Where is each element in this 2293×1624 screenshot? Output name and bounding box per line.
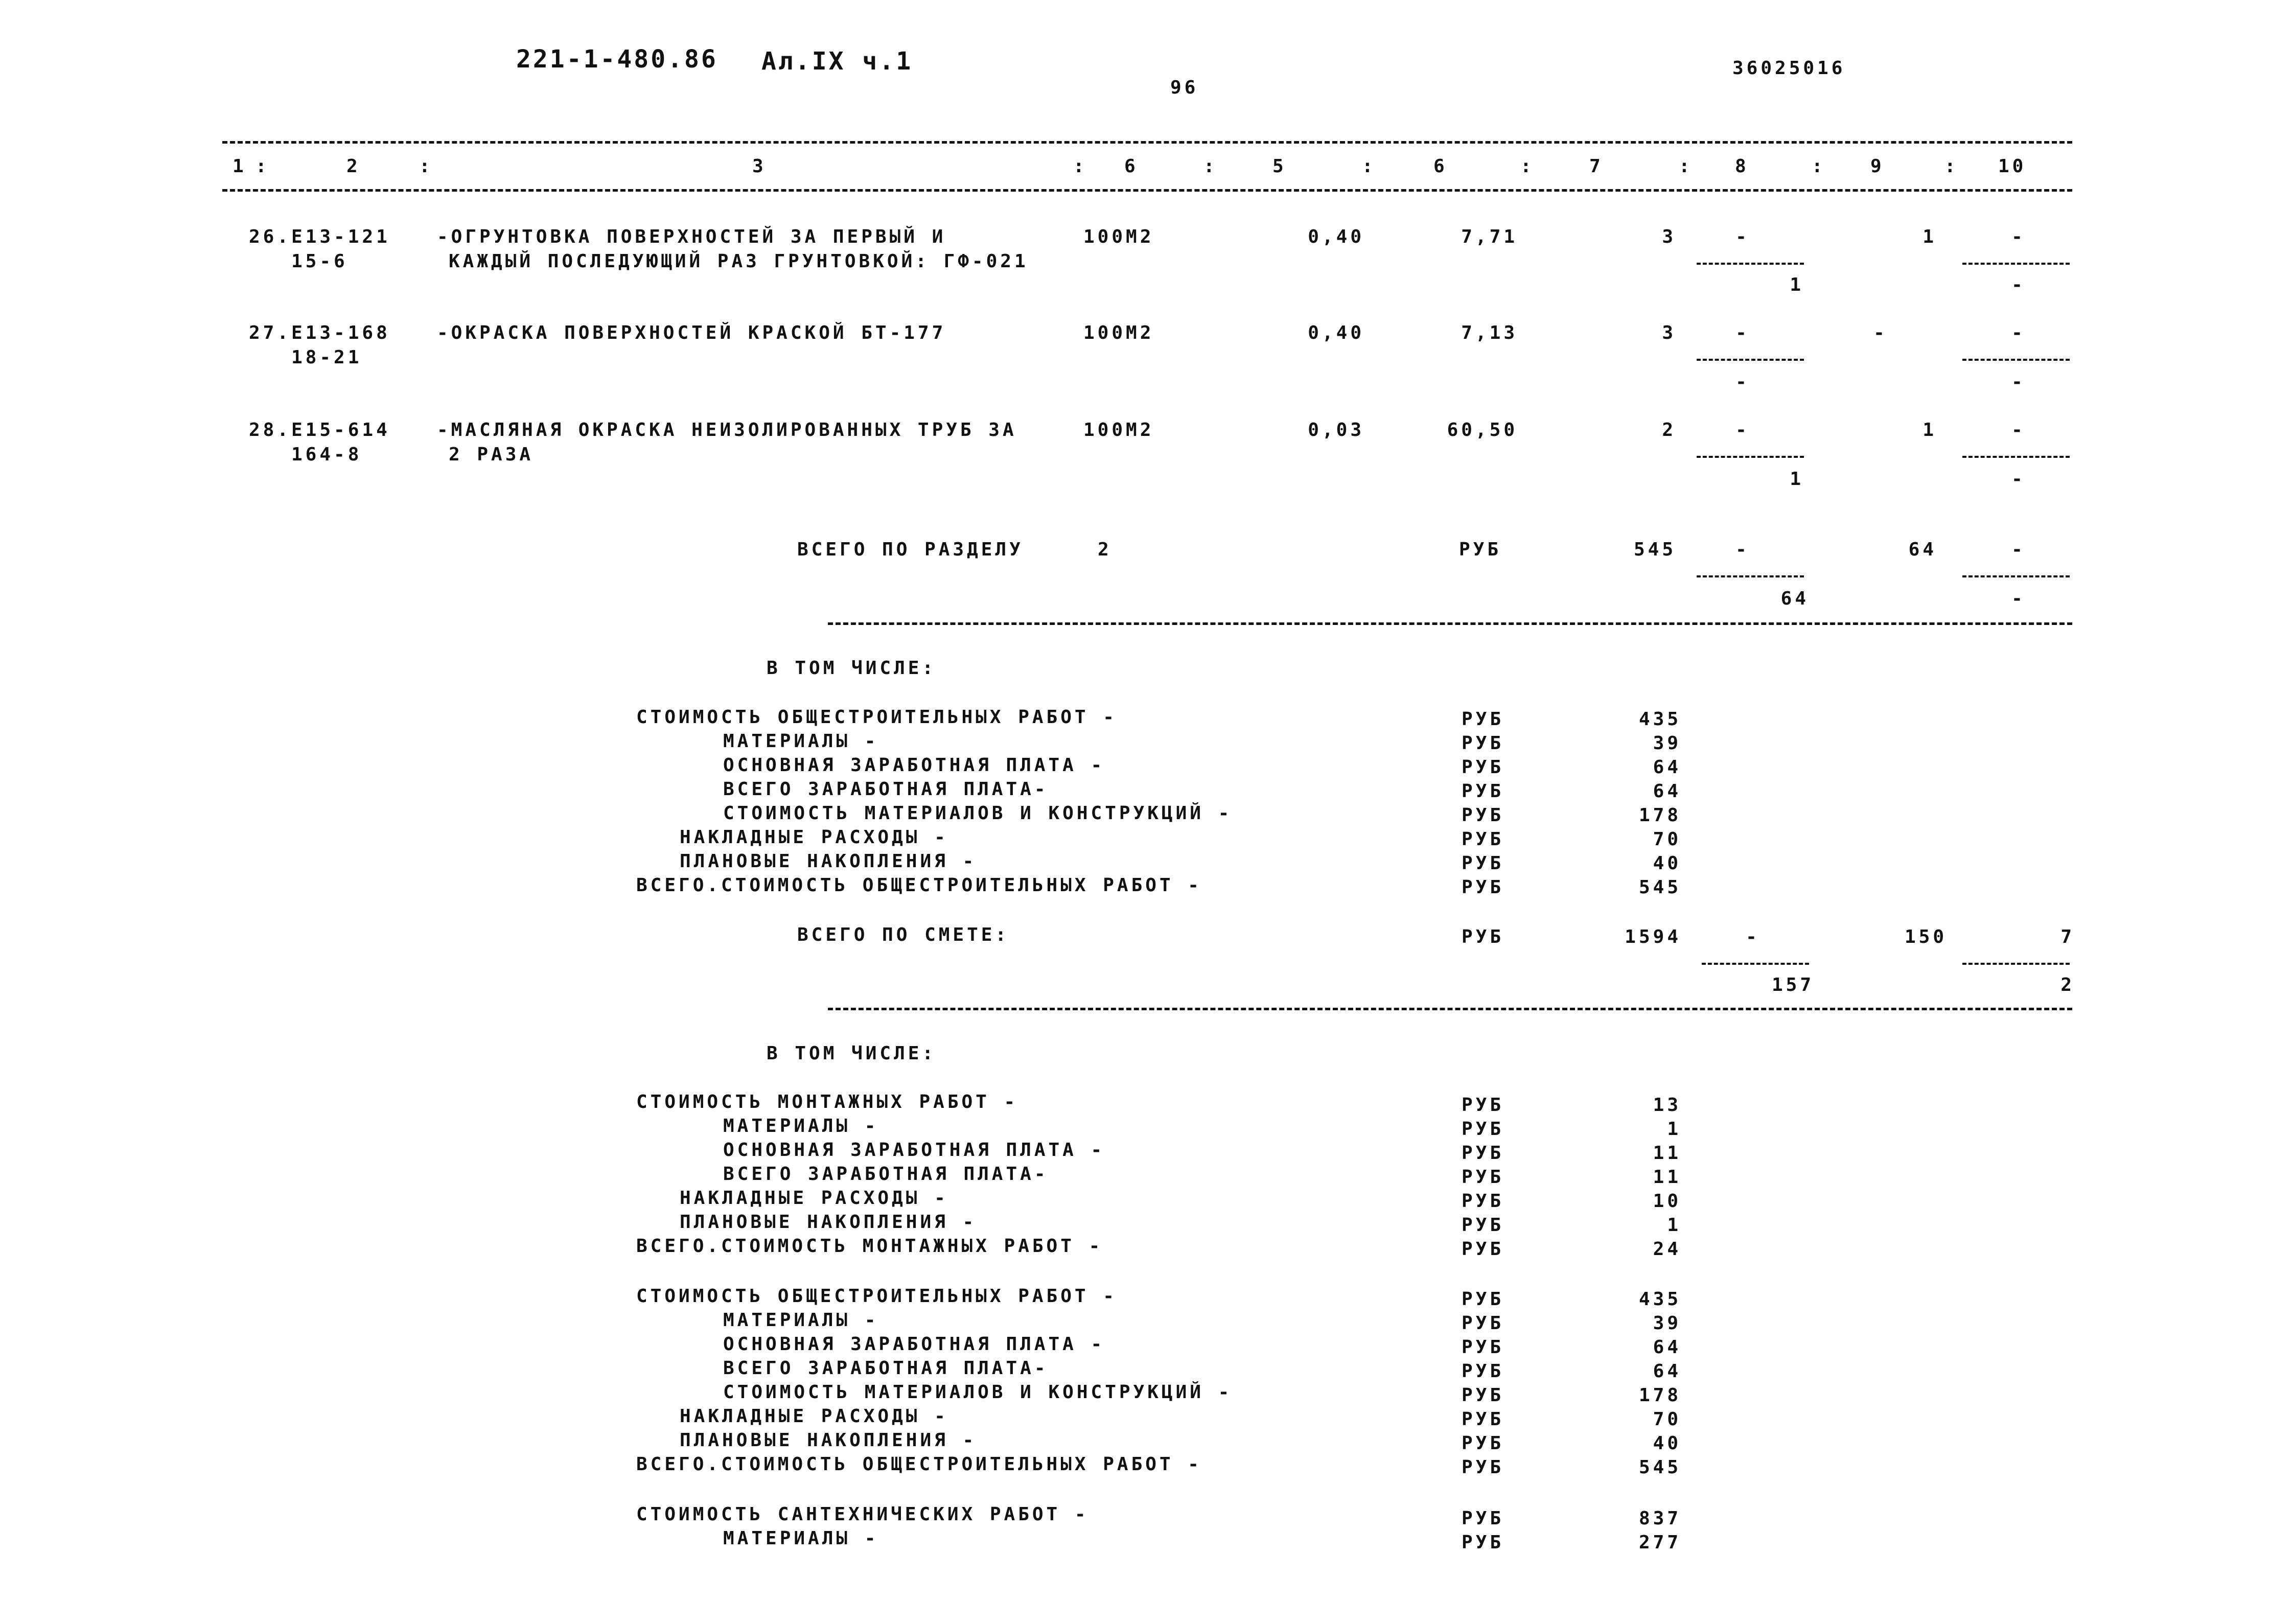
fraction-line [1697,263,1804,265]
row-col10-bottom: - [2011,372,2026,392]
breakdown-unit: РУБ [1462,877,1504,898]
breakdown-label: СТОИМОСТЬ МОНТАЖНЫХ РАБОТ - [636,1092,1018,1112]
document-code: 221-1-480.86 [516,45,718,74]
row-total: 2 [1662,420,1676,440]
breakdown-value: 837 [1638,1508,1681,1529]
row-price: 60,50 [1447,420,1518,440]
estimate-col10-top: 7 [2060,926,2075,947]
breakdown-label: ВСЕГО.СТОИМОСТЬ ОБЩЕСТРОИТЕЛЬНЫХ РАБОТ - [636,875,1202,896]
breakdown-unit: РУБ [1462,1385,1504,1406]
row-code: 15-6 [291,251,348,272]
estimate-total-unit: РУБ [1462,926,1504,947]
estimate-col10-bottom: 2 [2060,975,2075,995]
breakdown-value: 277 [1638,1532,1681,1553]
row-col10-bottom: - [2011,469,2026,490]
breakdown-value: 70 [1653,1409,1681,1430]
breakdown-value: 64 [1653,757,1681,778]
breakdown-unit: РУБ [1462,1361,1504,1382]
column-header: 3 [752,156,767,177]
breakdown-unit: РУБ [1462,757,1504,778]
column-header: 6 [1124,156,1139,177]
breakdown-label: НАКЛАДНЫЕ РАСХОДЫ - [680,1406,948,1427]
breakdown-value: 435 [1638,1289,1681,1310]
row-unit: 100М2 [1083,322,1154,343]
breakdown-unit: РУБ [1462,829,1504,850]
breakdown-unit: РУБ [1462,1508,1504,1529]
fraction-line [1962,575,2070,577]
header-rule-bottom [222,189,2072,192]
column-header: 10 [1998,156,2027,177]
fraction-line [1697,575,1804,577]
row-code: 18-21 [291,347,362,368]
breakdown-value: 64 [1653,1361,1681,1382]
row-description: -МАСЛЯНАЯ ОКРАСКА НЕИЗОЛИРОВАННЫХ ТРУБ ЗА [437,420,1017,440]
breakdown-label: ПЛАНОВЫЕ НАКОПЛЕНИЯ - [680,1212,977,1233]
estimate-total-label: ВСЕГО ПО СМЕТЕ: [797,924,1010,945]
breakdown-label: МАТЕРИАЛЫ - [723,1116,879,1136]
breakdown-label: ОСНОВНАЯ ЗАРАБОТНАЯ ПЛАТА - [723,1334,1105,1355]
breakdown-unit: РУБ [1462,853,1504,874]
breakdown-label: СТОИМОСТЬ САНТЕХНИЧЕСКИХ РАБОТ - [636,1504,1089,1525]
row-number: 28.Е15-614 [249,420,390,440]
section-col8-top: - [1735,539,1750,560]
breakdown-value: 70 [1653,829,1681,850]
breakdown-value: 545 [1638,1457,1681,1478]
breakdown-label: МАТЕРИАЛЫ - [723,1310,879,1331]
row-number: 26.Е13-121 [249,226,390,247]
breakdown-unit: РУБ [1462,1191,1504,1212]
breakdown-unit: РУБ [1462,1337,1504,1358]
breakdown-unit: РУБ [1462,1167,1504,1188]
column-separator: : [1679,156,1693,177]
fraction-line [1702,963,1809,965]
breakdown-unit: РУБ [1462,1433,1504,1454]
fraction-line [1697,456,1804,458]
breakdown-value: 1 [1667,1119,1681,1140]
row-number: 27.Е13-168 [249,322,390,343]
fraction-line [1962,456,2070,458]
page-number: 96 [1170,77,1199,98]
row-quantity: 0,40 [1308,226,1364,247]
breakdown-unit: РУБ [1462,805,1504,826]
breakdown-label: ОСНОВНАЯ ЗАРАБОТНАЯ ПЛАТА - [723,1140,1105,1161]
breakdown-label: СТОИМОСТЬ МАТЕРИАЛОВ И КОНСТРУКЦИЙ - [723,1382,1233,1403]
row-col10-bottom: - [2011,274,2026,295]
row-price: 7,71 [1461,226,1518,247]
breakdown-label: МАТЕРИАЛЫ - [723,1528,879,1549]
breakdown-label: МАТЕРИАЛЫ - [723,731,879,752]
breakdown-unit: РУБ [1462,1143,1504,1164]
column-header: 7 [1589,156,1604,177]
section-rule [828,622,2072,625]
column-separator: : [1812,156,1826,177]
header-rule-top [222,141,2072,144]
breakdown-unit: РУБ [1462,1095,1504,1116]
row-col8-bottom: 1 [1790,469,1804,490]
breakdown-unit: РУБ [1462,1457,1504,1478]
row-description: 2 РАЗА [449,444,534,465]
breakdown-unit: РУБ [1462,1119,1504,1140]
breakdown-unit: РУБ [1462,1239,1504,1260]
breakdown-value: 24 [1653,1239,1681,1260]
breakdown-label: ВСЕГО.СТОИМОСТЬ ОБЩЕСТРОИТЕЛЬНЫХ РАБОТ - [636,1454,1202,1475]
fraction-line [1962,359,2070,361]
row-description: КАЖДЫЙ ПОСЛЕДУЮЩИЙ РАЗ ГРУНТОВКОЙ: ГФ-021 [449,251,1029,272]
column-header: 2 [346,156,361,177]
breakdown-value: 435 [1638,709,1681,730]
breakdown-unit: РУБ [1462,1409,1504,1430]
breakdown-unit: РУБ [1462,1532,1504,1553]
breakdown-label: ВСЕГО ЗАРАБОТНАЯ ПЛАТА- [723,1164,1049,1185]
row-col8-top: - [1735,322,1750,343]
row-col8-bottom: - [1735,372,1750,392]
column-separator: : [1073,156,1087,177]
breakdown-value: 40 [1653,1433,1681,1454]
row-quantity: 0,03 [1308,420,1364,440]
row-unit: 100М2 [1083,420,1154,440]
estimate-col8-top: - [1746,926,1760,947]
breakdown-value: 1 [1667,1215,1681,1236]
fraction-line [1697,359,1804,361]
column-header: 1 [233,156,247,177]
column-separator: : [1944,156,1959,177]
breakdown-value: 39 [1653,733,1681,754]
breakdown-unit: РУБ [1462,781,1504,802]
breakdown-label: ОСНОВНАЯ ЗАРАБОТНАЯ ПЛАТА - [723,755,1105,776]
breakdown-value: 178 [1638,805,1681,826]
section-col9: 64 [1908,539,1937,560]
row-col10-top: - [2011,420,2026,440]
section-number: 2 [1098,539,1112,560]
breakdown-label: НАКЛАДНЫЕ РАСХОДЫ - [680,827,948,848]
breakdown-unit: РУБ [1462,733,1504,754]
column-header: 6 [1433,156,1448,177]
column-separator: : [419,156,433,177]
estimate-col8-bottom: 157 [1771,975,1814,995]
row-col9: 1 [1923,420,1937,440]
row-total: 3 [1662,322,1676,343]
breakdown-unit: РУБ [1462,1313,1504,1334]
breakdown-value: 64 [1653,1337,1681,1358]
breakdown-label: НАКЛАДНЫЕ РАСХОДЫ - [680,1188,948,1209]
breakdown-label: ВСЕГО ЗАРАБОТНАЯ ПЛАТА- [723,1358,1049,1379]
row-quantity: 0,40 [1308,322,1364,343]
breakdown-unit: РУБ [1462,709,1504,730]
including-label: В ТОМ ЧИСЛЕ: [767,658,937,679]
breakdown-label: ПЛАНОВЫЕ НАКОПЛЕНИЯ - [680,1430,977,1451]
column-separator: : [256,156,270,177]
section-total-value: 545 [1633,539,1676,560]
row-description: -ОГРУНТОВКА ПОВЕРХНОСТЕЙ ЗА ПЕРВЫЙ И [437,226,946,247]
including-label: В ТОМ ЧИСЛЕ: [767,1043,937,1064]
column-separator: : [1203,156,1218,177]
column-separator: : [1362,156,1376,177]
breakdown-value: 64 [1653,781,1681,802]
breakdown-value: 178 [1638,1385,1681,1406]
row-total: 3 [1662,226,1676,247]
breakdown-value: 545 [1638,877,1681,898]
breakdown-value: 39 [1653,1313,1681,1334]
row-col10-top: - [2011,322,2026,343]
row-unit: 100М2 [1083,226,1154,247]
estimate-rule [828,1008,2072,1010]
breakdown-value: 11 [1653,1143,1681,1164]
row-col9: - [1873,322,1888,343]
fraction-line [1962,263,2070,265]
column-header: 5 [1272,156,1287,177]
section-total-label: ВСЕГО ПО РАЗДЕЛУ [797,539,1024,560]
row-price: 7,13 [1461,322,1518,343]
row-col8-top: - [1735,420,1750,440]
breakdown-value: 40 [1653,853,1681,874]
row-col9: 1 [1923,226,1937,247]
row-col8-top: - [1735,226,1750,247]
row-col8-bottom: 1 [1790,274,1804,295]
breakdown-label: СТОИМОСТЬ ОБЩЕСТРОИТЕЛЬНЫХ РАБОТ - [636,1286,1117,1307]
album-label: Ал.IX ч.1 [761,47,913,76]
section-col8-bottom: 64 [1780,588,1809,609]
row-description: -ОКРАСКА ПОВЕРХНОСТЕЙ КРАСКОЙ БТ-177 [437,322,946,343]
breakdown-label: СТОИМОСТЬ МАТЕРИАЛОВ И КОНСТРУКЦИЙ - [723,803,1233,824]
section-total-unit: РУБ [1459,539,1502,560]
column-header: 9 [1870,156,1885,177]
column-header: 8 [1735,156,1749,177]
section-col10-bottom: - [2011,588,2026,609]
breakdown-unit: РУБ [1462,1215,1504,1236]
document-id: 36025016 [1732,58,1846,79]
breakdown-unit: РУБ [1462,1289,1504,1310]
breakdown-label: ВСЕГО.СТОИМОСТЬ МОНТАЖНЫХ РАБОТ - [636,1236,1103,1257]
estimate-col9: 150 [1904,926,1947,947]
breakdown-value: 13 [1653,1095,1681,1116]
breakdown-label: СТОИМОСТЬ ОБЩЕСТРОИТЕЛЬНЫХ РАБОТ - [636,707,1117,728]
breakdown-value: 10 [1653,1191,1681,1212]
row-code: 164-8 [291,444,362,465]
estimate-total-value: 1594 [1625,926,1681,947]
row-col10-top: - [2011,226,2026,247]
breakdown-label: ВСЕГО ЗАРАБОТНАЯ ПЛАТА- [723,779,1049,800]
column-separator: : [1520,156,1535,177]
fraction-line [1962,963,2070,965]
section-col10-top: - [2011,539,2026,560]
breakdown-label: ПЛАНОВЫЕ НАКОПЛЕНИЯ - [680,851,977,872]
breakdown-value: 11 [1653,1167,1681,1188]
